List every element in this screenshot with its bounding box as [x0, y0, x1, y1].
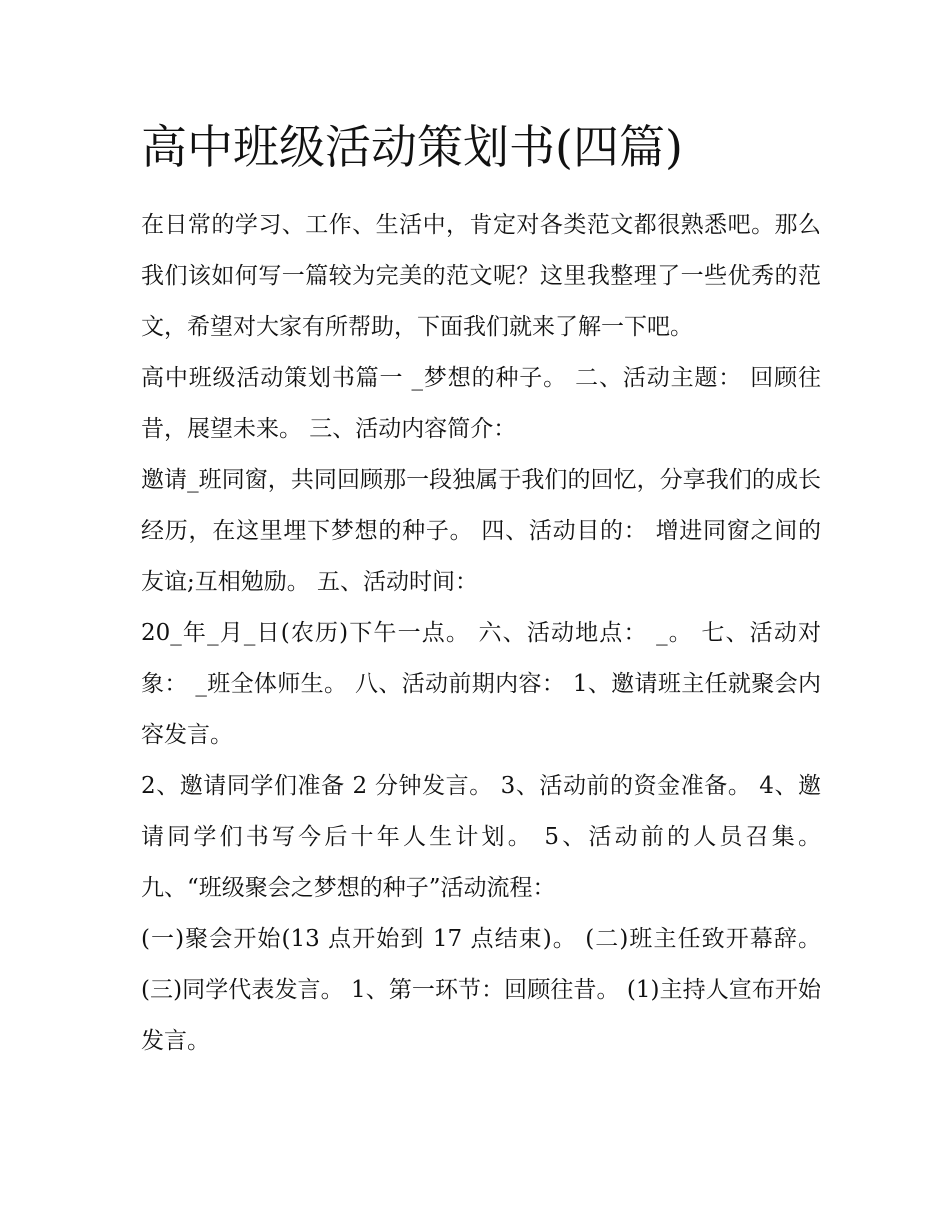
document-title: 高中班级活动策划书(四篇) — [141, 120, 683, 174]
paragraph-preparation: 2、邀请同学们准备 2 分钟发言。 3、活动前的资金准备。 4、邀请同学们书写今后十年人生计划。 5、活动前的人员召集。 九、“班级聚会之梦想的种子”活动流程： — [141, 773, 821, 901]
paragraph-intro: 在日常的学习、工作、生活中，肯定对各类范文都很熟悉吧。那么我们该如何写一篇较为完美的范文呢？这里我整理了一些优秀的范文，希望对大家有所帮助，下面我们就来了解一下吧。 — [141, 212, 821, 340]
paragraph-process: (一)聚会开始(13 点开始到 17 点结束)。 (二)班主任致开幕辞。 (三)同学代表发言。 1、第一环节：回顾往昔。 (1)主持人宣布开始发言。 — [141, 926, 821, 1054]
document-page — [141, 112, 821, 1067]
paragraph-theme: 高中班级活动策划书篇一 _梦想的种子。 二、活动主题： 回顾往昔，展望未来。 三、活动内容简介： — [141, 365, 821, 442]
paragraph-time-place: 20_年_月_日(农历)下午一点。 六、活动地点： _。 七、活动对象： _班全体师生。 八、活动前期内容： 1、邀请班主任就聚会内容发言。 — [141, 620, 821, 748]
paragraph-purpose: 邀请_班同窗，共同回顾那一段独属于我们的回忆，分享我们的成长经历，在这里埋下梦想的种子。 四、活动目的： 增进同窗之间的友谊;互相勉励。 五、活动时间： — [141, 467, 821, 595]
